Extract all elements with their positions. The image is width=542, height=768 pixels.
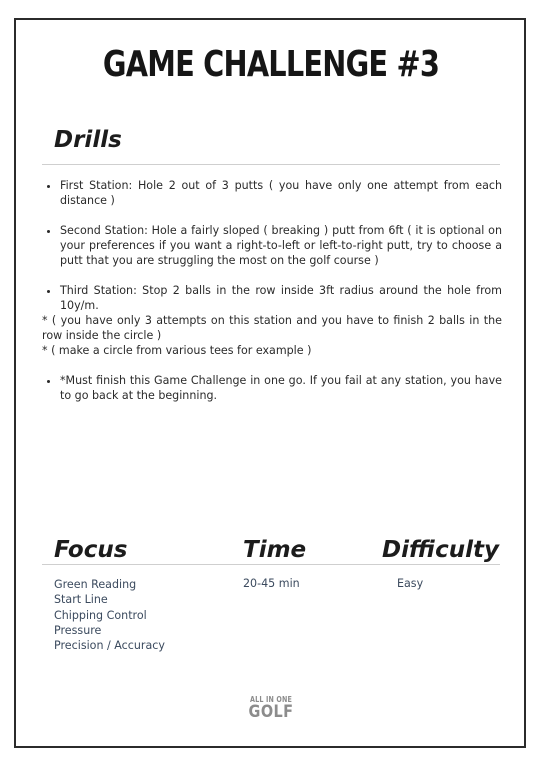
station-note-2: * ( make a circle from various tees for example ): [42, 344, 312, 357]
drills-divider: [42, 164, 500, 165]
brand-logo: [240, 696, 302, 721]
page-title: GAME CHALLENGE #3: [102, 44, 440, 85]
focus-item: Chipping Control: [54, 608, 147, 622]
difficulty-heading: Difficulty: [382, 537, 500, 563]
difficulty-value: Easy: [397, 577, 424, 590]
logo-line-2: GOLF: [248, 702, 294, 722]
station-item-3: • Third Station: Stop 2 balls in the row inside 3ft radius around the hole from 10y/m.: [60, 283, 502, 313]
drills-section: [42, 178, 502, 403]
time-value: 20-45 min: [243, 577, 300, 590]
station-item-1: • First Station: Hole 2 out of 3 putts ( you have only one attempt from each distance ): [60, 178, 502, 208]
focus-item: Start Line: [54, 593, 108, 607]
summary-divider: [42, 564, 500, 565]
station-note-1: * ( you have only 3 attempts on this station and you have to finish 2 balls in the row inside the circle ): [42, 314, 502, 342]
focus-item: Precision / Accuracy: [54, 639, 165, 653]
focus-item: Pressure: [54, 623, 102, 637]
station-item-2: • Second Station: Hole a fairly sloped ( breaking ) putt from 6ft ( it is optional on your preferences if you want a right-to-left or left-to-right putt, try to choose a putt that you are struggling the most on the golf course ): [60, 223, 502, 268]
stations-list: [42, 178, 502, 208]
logo-line-1: ALL IN ONE: [249, 695, 293, 704]
final-rule: • *Must finish this Game Challenge in one go. If you fail at any station, you have to go back at the beginning.: [60, 373, 502, 403]
time-heading: Time: [243, 537, 307, 563]
focus-item: Green Reading: [54, 578, 137, 591]
focus-heading: Focus: [54, 537, 128, 563]
focus-list: [54, 577, 165, 653]
drills-heading: Drills: [54, 127, 122, 153]
